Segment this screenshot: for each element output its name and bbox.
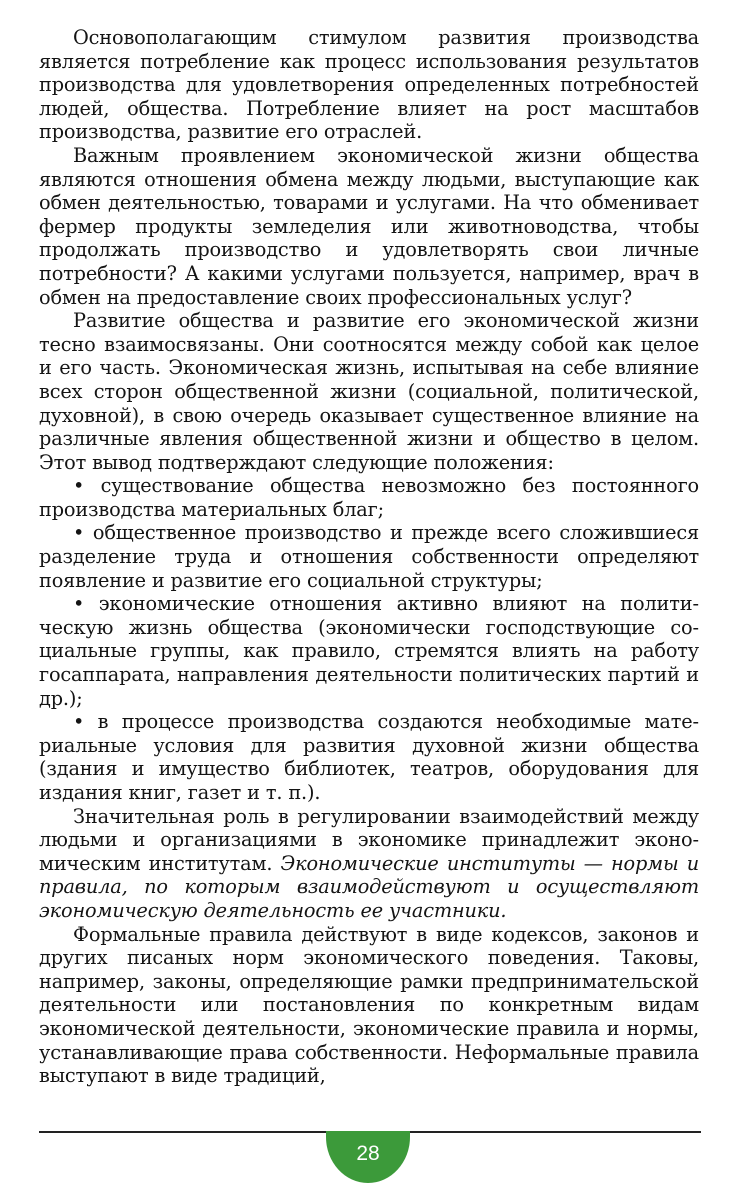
page-body xyxy=(39,26,699,1088)
page-number: 28 xyxy=(356,1142,380,1165)
paragraph-text: • экономические отношения активно влияют на политическую жизнь общества (экономически господствующие социальные группы, как правило, стремятся влиять на работу госаппарата, направления деятельности политических партий и др.); xyxy=(39,592,699,710)
bullet-paragraph xyxy=(39,710,699,804)
bullet-paragraph xyxy=(39,521,699,592)
bullet-paragraph xyxy=(39,474,699,521)
paragraph-text: • существование общества невозможно без постоянного производства материальных благ; xyxy=(39,474,699,521)
paragraph xyxy=(39,923,699,1088)
paragraph xyxy=(39,144,699,309)
paragraph-text: • в процессе производства создаются необходимые материальные условия для развития духовной жизни общества (здания и имущество библиотек, театров, оборудования для издания книг, газет и т. п.). xyxy=(39,710,699,804)
paragraph-text: Важным проявлением экономической жизни общества являются отношения обмена между людьми, выступающие как обмен деятельностью, товарами и услугами. На что обменивает фермер продукты земледелия или животноводства, чтобы продолжать производство и удовлетворять свои личные потребности? А какими услугами пользуется, например, врач в обмен на предоставление своих профессиональных услуг? xyxy=(39,143,699,309)
paragraph-text: • общественное производство и прежде всего сложившиеся разделение труда и отношения собственности определяют появление и развитие его социальной структуры; xyxy=(39,521,699,592)
paragraph-text: Формальные правила действуют в виде кодексов, законов и других писаных норм экономического поведения. Таковы, например, законы, определяющие рамки предпринимательской деятельности или постановления по конкретным видам экономической деятельности, экономические правила и нормы, устанавливающие права собственности. Неформальные правила выступают в виде традиций, xyxy=(39,922,699,1088)
paragraph xyxy=(39,26,699,144)
paragraph-text: Значительная роль в регулировании взаимодействий между людьми и организациями в экономике принадлежит экономическим институтам. xyxy=(39,804,699,875)
paragraph-text: Развитие общества и развитие его экономической жизни тесно взаимосвязаны. Они соотносятся между собой как целое и его часть. Экономическая жизнь, испытывая на себе влияние всех сторон общественной жизни (социальной, политической, духовной), в свою очередь оказывает существенное влияние на различные явления общественной жизни и общество в целом. Этот вывод подтверждают следующие положения: xyxy=(39,309,699,474)
paragraph xyxy=(39,309,699,474)
page-number-tab xyxy=(326,1131,410,1183)
definition-text: Экономические институты — нормы и правила, по которым взаимодействуют и осуществляют экономическую деятельность ее участники. xyxy=(39,851,699,922)
paragraph-text: Основополагающим стимулом развития производства является потребление как процесс использования результатов производства для удовлетворения определенных потребностей людей, общества. Потребление влияет на рост масштабов производства, развитие его отраслей. xyxy=(39,26,699,144)
paragraph xyxy=(39,805,699,923)
bullet-paragraph xyxy=(39,592,699,710)
